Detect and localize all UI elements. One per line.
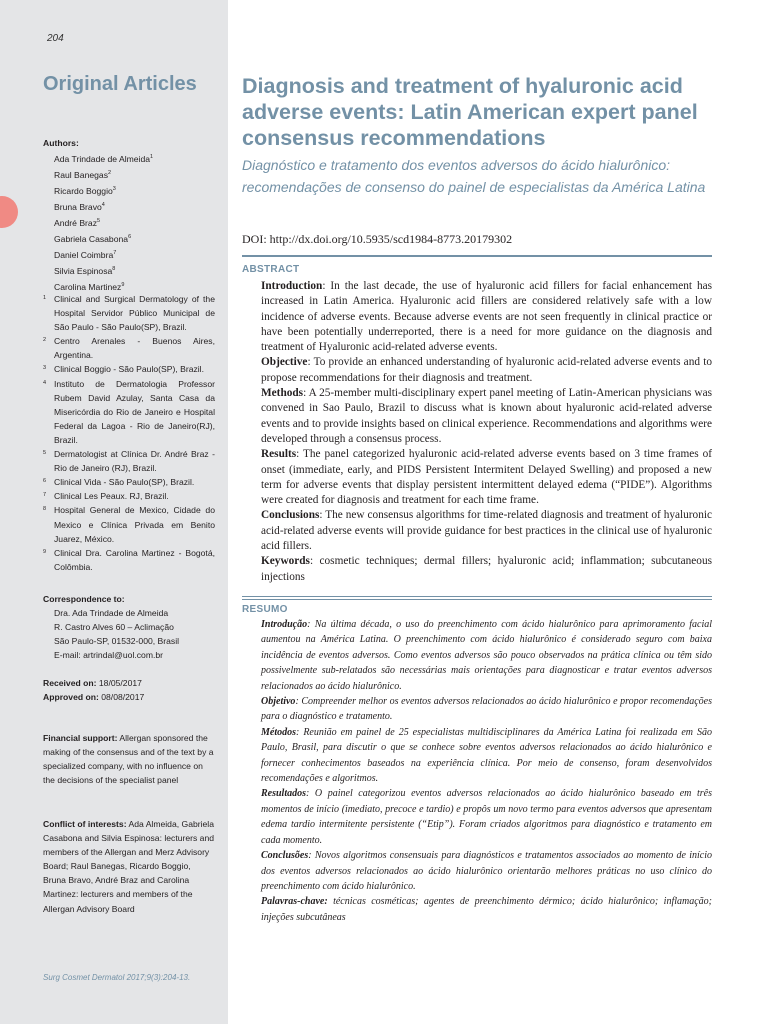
affiliation-item	[43, 334, 215, 362]
resumo-section-text: técnicas cosméticas; agentes de preenchimento dérmico; ácido hialurônico; inflamação; injeções subcutâneas	[261, 896, 712, 923]
resumo-section	[261, 725, 712, 787]
resumo-section-text: : Na última década, o uso do preenchimento com ácido hialurônico para aprimoramento facial aumentou na América Latina. O preenchimento com ácido hialurônico é considerado seguro com baixa incidência de eventos adversos. Como eventos adversos são pouco observados na prática clínica ou têm sido possivelmente sub-relatados são necessárias mais orientações para diagnosticar e tratar eventos adversos relacionados ao ácido hialurônico.	[261, 619, 712, 692]
author-affiliation-mark: 3	[112, 186, 116, 192]
abstract-section	[261, 279, 712, 355]
resumo-section-label: Métodos	[261, 726, 296, 738]
conflict-label: Conflict of interests:	[43, 819, 127, 829]
conflict-of-interests	[43, 817, 215, 916]
resumo-section-label: Objetivo	[261, 696, 296, 708]
author-affiliation-mark: 7	[113, 249, 117, 256]
author-affiliation-mark: 8	[112, 265, 116, 272]
article-title: Diagnosis and treatment of hyaluronic acid adverse events: Latin American expert panel consensus recommendations	[242, 74, 698, 150]
author-name	[43, 246, 153, 262]
author-affiliation-mark: 1	[150, 154, 154, 161]
abstract-section	[261, 554, 712, 585]
author-affiliation-mark: 4	[101, 201, 105, 208]
doi-link[interactable]: DOI: http://dx.doi.org/10.5935/scd1984-8773.20179302	[242, 232, 513, 246]
abstract-section-text: : The new consensus algorithms for time-related diagnosis and treatment of hyaluronic acid-related adverse events will provide guidance for best practices in the clinical use of hyaluronic acid fillers.	[261, 509, 712, 553]
author-name	[43, 166, 153, 182]
author-name	[43, 182, 153, 198]
article-subtitle: Diagnóstico e tratamento dos eventos adversos do ácido hialurônico: recomendações de consenso do painel de especialistas da América Latina	[242, 157, 706, 195]
received-date: 18/05/2017	[98, 678, 142, 688]
author-affiliation-mark: 5	[97, 217, 101, 224]
resumo-section-label: Palavras-chave:	[261, 896, 328, 908]
author-affiliation-mark: 6	[128, 233, 132, 240]
author-affiliation-mark: 9	[121, 281, 125, 288]
abstract-rule	[242, 255, 712, 257]
financial-support	[43, 731, 215, 787]
resumo-section-text: : O painel categorizou eventos adversos relacionados ao ácido hialurônico baseado em três momentos de início (imediato, precoce e tardio) e propôs um novo termo para eventos adversos que apresentam edema tardio intermitente persistente (“Etip”). Foram criados algoritmos para diagnóstico e tratamento em cada momento.	[261, 788, 712, 846]
affiliation-text: Instituto de Dermatologia Professor Rubem David Azulay, Santa Casa da Misericórdia do Rio de Janeiro e Hospital Federal da Lagoa - Rio de Janeiro(RJ), Brazil.	[54, 378, 215, 445]
correspondence-block	[43, 592, 179, 662]
abstract-section-text: : To provide an enhanced understanding of hyaluronic acid-related adverse events and to propose recommendations for their diagnosis and treatment.	[261, 356, 712, 384]
approved-line	[43, 690, 144, 704]
author-name	[43, 150, 153, 166]
affiliation-item	[43, 503, 215, 545]
authors-block	[43, 136, 153, 294]
correspondence-line: Dra. Ada Trindade de Almeida	[54, 608, 169, 619]
abstract-section-text: : cosmetic techniques; dermal fillers; hyaluronic acid; inflammation; subcutaneous injections	[261, 555, 712, 583]
affiliation-number: 4	[43, 379, 47, 386]
author-name	[43, 214, 153, 230]
abstract-section-text: : The panel categorized hyaluronic acid-related adverse events based on 3 time frames of onset (immediate, early, and PIDS Persistent Intermitent Delayed Swelling) and proposed a new term for adverse events that display persistent intermittent delayed edema (“PIDE”). Algorithms were created for diagnosis and treatment for each time frame.	[261, 448, 712, 507]
affiliation-text: Clinical Vida - São Paulo(SP), Brazil.	[54, 477, 195, 488]
affiliation-text: Clinical Boggio - São Paulo(SP), Brazil.	[54, 364, 204, 375]
section-label: Original Articles	[43, 73, 197, 95]
resumo-section-label: Resultados	[261, 788, 307, 800]
resumo-heading: RESUMO	[242, 604, 288, 615]
financial-text: Allergan sponsored the making of the consensus and of the text by a specialized company, with no influence on the decisions of the specialist panel	[43, 733, 214, 786]
author-text: Gabriela Casabona	[54, 233, 129, 244]
abstract-section-label: Objective	[261, 356, 308, 369]
abstract-section-label: Keywords	[261, 555, 310, 568]
affiliation-item	[43, 292, 215, 334]
author-text: Ada Trindade de Almeida	[54, 153, 151, 164]
received-label: Received on:	[43, 678, 97, 688]
resumo-section	[261, 894, 712, 925]
affiliation-item	[43, 475, 215, 489]
correspondence-line: São Paulo-SP, 01532-000, Brasil	[54, 636, 180, 647]
author-text: Daniel Coimbra	[54, 249, 114, 260]
affiliation-number: 9	[43, 548, 47, 555]
sidebar	[0, 0, 228, 1024]
author-text: André Braz	[54, 217, 97, 228]
abstract-section-label: Methods	[261, 387, 304, 400]
author-text: Raul Banegas	[54, 169, 108, 180]
affiliation-item	[43, 489, 215, 503]
affiliation-number: 8	[43, 506, 47, 513]
resumo-section-text: : Reunião em painel de 25 especialistas multidisciplinares da América Latina foi realizada em São Paulo, Brasil, para discutir o que se conhece sobre eventos adversos relacionados ao ácido hialurônico e fornecer conhecimentos baseados na experiência clínica. Por meio de consenso, foram desenvolvidos recomendações e algoritmos.	[261, 726, 712, 785]
financial-label: Financial support:	[43, 733, 118, 743]
abstract-heading: ABSTRACT	[242, 264, 300, 275]
abstract-section-label: Conclusions	[261, 509, 320, 522]
affiliation-number: 1	[43, 295, 47, 301]
resumo-section-text: : Novos algoritmos consensuais para diagnósticos e tratamentos associados ao momento de início dos eventos adversos relacionados ao ácido hialurônico orientarão melhores práticas no uso clínico do preenchimento com ácido hialurônico.	[261, 850, 712, 892]
author-text: Ricardo Boggio	[54, 185, 113, 196]
affiliation-item	[43, 447, 215, 475]
author-affiliation-mark: 2	[108, 170, 112, 177]
abstract-section	[261, 508, 712, 554]
abstract-body	[261, 279, 712, 585]
authors-list	[43, 150, 153, 294]
author-name	[43, 230, 153, 246]
affiliation-number: 3	[43, 365, 47, 372]
affiliation-text: Clinical Les Peaux. RJ, Brazil.	[54, 491, 169, 502]
author-name	[43, 262, 153, 278]
affiliation-number: 7	[43, 492, 47, 499]
abstract-section-label: Results	[261, 448, 297, 461]
correspondence-line[interactable]: E-mail: artrindal@uol.com.br	[54, 650, 164, 661]
dates-block	[43, 676, 144, 704]
resumo-rule-bottom	[242, 599, 712, 600]
author-name	[43, 198, 153, 214]
received-line	[43, 676, 144, 690]
affiliation-text: Clinical and Surgical Dermatology of the Hospital Servidor Público Municipal de São Paulo - São Paulo(SP), Brazil.	[54, 294, 215, 333]
abstract-section	[261, 447, 712, 508]
abstract-section-label: Introduction	[261, 280, 323, 292]
correspondence-line: R. Castro Alves 60 – Aclimação	[54, 622, 174, 633]
affiliation-item	[43, 546, 215, 574]
correspondence-heading: Correspondence to:	[43, 594, 125, 604]
page-edge-marker	[0, 196, 18, 228]
conflict-text: Ada Almeida, Gabriela Casabona and Silvia Espinosa: lecturers and members of the Allergan and Merz Advisory Board; Raul Banegas, Ricardo Boggio, Bruna Bravo, André Braz and Carolina Martinez: lecturers and members of the Allergan Advisory Board	[43, 819, 215, 914]
resumo-section-label: Conclusões	[261, 850, 309, 862]
affiliation-item	[43, 377, 215, 447]
affiliation-text: Clinical Dra. Carolina Martinez - Bogotá, Colômbia.	[54, 547, 215, 572]
page-number: 204	[47, 33, 64, 44]
resumo-section	[261, 694, 712, 725]
authors-heading: Authors:	[43, 138, 79, 148]
resumo-section	[261, 617, 712, 694]
resumo-body	[261, 617, 712, 925]
affiliation-text: Centro Arenales - Buenos Aires, Argentina.	[54, 336, 215, 361]
resumo-section	[261, 786, 712, 848]
resumo-section-text: : Compreender melhor os eventos adversos relacionados ao ácido hialurônico e propor recomendações para o diagnóstico e tratamento.	[261, 696, 712, 723]
approved-label: Approved on:	[43, 692, 99, 703]
abstract-section	[261, 386, 712, 447]
abstract-section	[261, 355, 712, 386]
affiliation-text: Dermatologist at Clínica Dr. André Braz - Rio de Janeiro (RJ), Brazil.	[54, 449, 215, 474]
affiliation-number: 5	[43, 450, 47, 457]
journal-citation: Surg Cosmet Dermatol 2017;9(3):204-13.	[43, 973, 191, 982]
affiliation-number: 6	[43, 478, 47, 485]
resumo-rule-top	[242, 596, 712, 597]
approved-date: 08/08/2017	[101, 692, 145, 703]
affiliation-item	[43, 362, 215, 376]
author-text: Carolina Martinez	[54, 281, 122, 292]
affiliation-text: Hospital General de Mexico, Cidade do Mexico e Clínica Privada em Benito Juarez, México.	[54, 505, 215, 544]
affiliations-list	[43, 292, 215, 574]
abstract-section-text: : In the last decade, the use of hyaluronic acid fillers for facial enhancement has increased in Latin America. Hyaluronic acid fillers are considered relatively safe with a low incidence of adverse events. Because adverse events are not seen frequently in clinical practice or have been potentially underreported, there is a need for more guidance on the diagnosis and treatment of Hyaluronic acid-related adverse events.	[261, 280, 712, 354]
correspondence-lines	[43, 606, 179, 662]
resumo-section-label: Introdução	[261, 619, 308, 630]
author-text: Silvia Espinosa	[54, 265, 113, 276]
resumo-section	[261, 848, 712, 894]
author-text: Bruna Bravo	[54, 201, 102, 212]
affiliation-number: 2	[43, 337, 47, 344]
abstract-section-text: : A 25-member multi-disciplinary expert panel meeting of Latin-American physicians was convened in Sao Paulo, Brazil to discuss what is known about hyaluronic acid-related adverse events and to provide insights based on clinical experience. Recommendations and algorithms were developed through a consensus process.	[261, 387, 712, 445]
